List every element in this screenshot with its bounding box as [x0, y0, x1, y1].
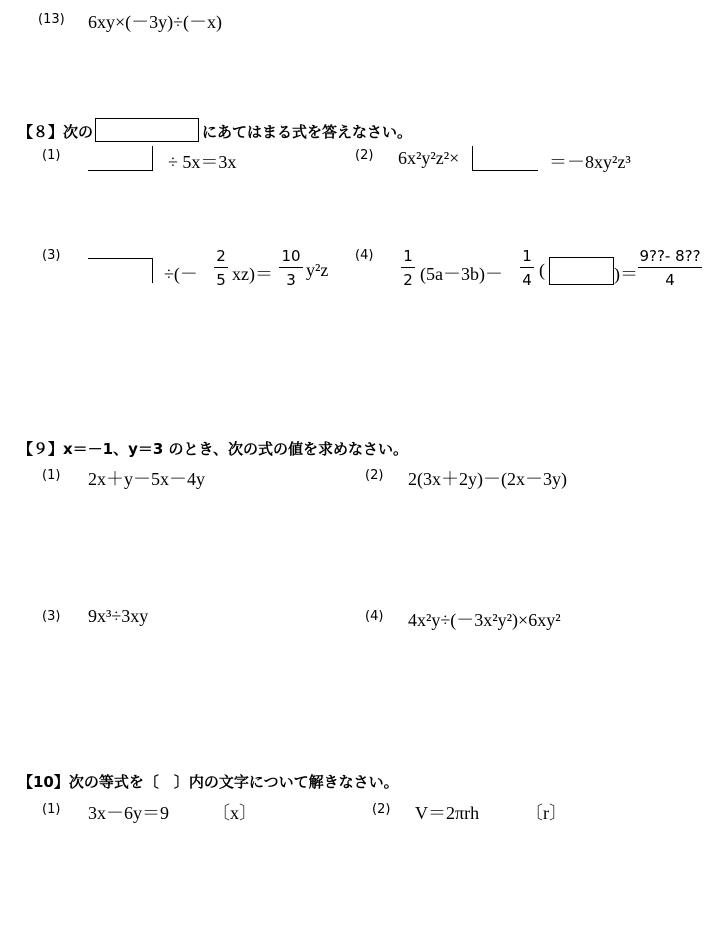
q9-1-expression: 2x＋y－5x－4y [88, 469, 205, 489]
q8-3-blank-overline [88, 258, 152, 259]
q8-3-fraction-2 [279, 247, 303, 289]
q10-1-number: (1) [42, 802, 61, 817]
q8-3-fraction-2-denominator: 3 [286, 271, 296, 289]
q9-4-number: (4) [365, 609, 384, 624]
q8-3-fraction-1 [214, 247, 228, 289]
q8-4-left-paren: ( [539, 260, 545, 280]
q9-3-number: (3) [42, 609, 61, 624]
q8-4-fraction-1 [401, 247, 415, 289]
q8-1-number: (1) [42, 148, 61, 163]
q8-1-blank-underline [88, 170, 152, 171]
section-8-heading-end: にあてはまる式を答えなさい。 [202, 123, 413, 141]
q8-3-blank-bracket [152, 258, 153, 283]
q8-4-fraction-2 [520, 247, 534, 289]
q8-4-answer-box [549, 257, 614, 285]
q8-2-expression-right: ＝－8xy²z³ [549, 152, 631, 172]
answer-blank-box [95, 118, 199, 142]
q8-3-fraction-1-numerator: 2 [216, 247, 226, 265]
q8-2-number: (2) [355, 148, 374, 163]
q8-3-fraction-1-denominator: 5 [216, 271, 226, 289]
q9-2-expression: 2(3x＋2y)－(2x－3y) [408, 469, 567, 489]
q9-2-number: (2) [365, 468, 384, 483]
q8-3-expression-c: y²z [306, 260, 329, 280]
q10-2-expression: V＝2πrh [415, 803, 480, 823]
q8-4-fraction-1-denominator: 2 [403, 271, 413, 289]
q8-3-number: (3) [42, 248, 61, 263]
q8-4-number: (4) [355, 248, 374, 263]
q10-1-variable: 〔x〕 [212, 803, 257, 823]
q8-4-fraction-2-numerator: 1 [522, 247, 532, 265]
q10-1-expression: 3x－6y＝9 [88, 803, 169, 823]
q8-2-expression-left: 6x²y²z²× [398, 148, 460, 168]
q10-2-number: (2) [372, 802, 391, 817]
q8-1-blank-bracket [152, 146, 153, 171]
q8-4-right-paren: )＝ [614, 264, 638, 284]
q8-4-expression-a: (5a－3b)－ [420, 264, 503, 284]
problem-13-number: (13) [38, 12, 65, 27]
q8-2-blank-underline [472, 170, 538, 171]
q8-4-fraction-1-numerator: 1 [403, 247, 413, 265]
q8-4-fraction-3-numerator: 9??- 8?? [639, 247, 701, 265]
section-8-heading-start: 【８】次の [18, 123, 94, 141]
problem-13-expression: 6xy×(－3y)÷(－x) [88, 12, 223, 32]
q8-4-fraction-3 [638, 247, 702, 289]
q8-3-fraction-2-numerator: 10 [281, 247, 301, 265]
section-9-heading: 【９】x＝－1、y＝3 のとき、次の式の値を求めなさい。 [18, 440, 408, 458]
q9-3-expression: 9x³÷3xy [88, 606, 149, 626]
q8-4-fraction-2-denominator: 4 [522, 271, 532, 289]
q10-2-variable: 〔r〕 [525, 803, 567, 823]
q8-1-expression: ÷ 5x＝3x [168, 152, 237, 172]
q8-3-expression-b: xz)＝ [232, 264, 273, 284]
q8-3-expression-a: ÷(－ [164, 264, 198, 284]
q8-2-blank-bracket [472, 146, 473, 171]
q8-4-fraction-3-denominator: 4 [665, 271, 675, 289]
section-10-heading: 【10】次の等式を〔 〕内の文字について解きなさい。 [18, 773, 399, 791]
q9-4-expression: 4x²y÷(－3x²y²)×6xy² [408, 610, 561, 630]
q9-1-number: (1) [42, 468, 61, 483]
